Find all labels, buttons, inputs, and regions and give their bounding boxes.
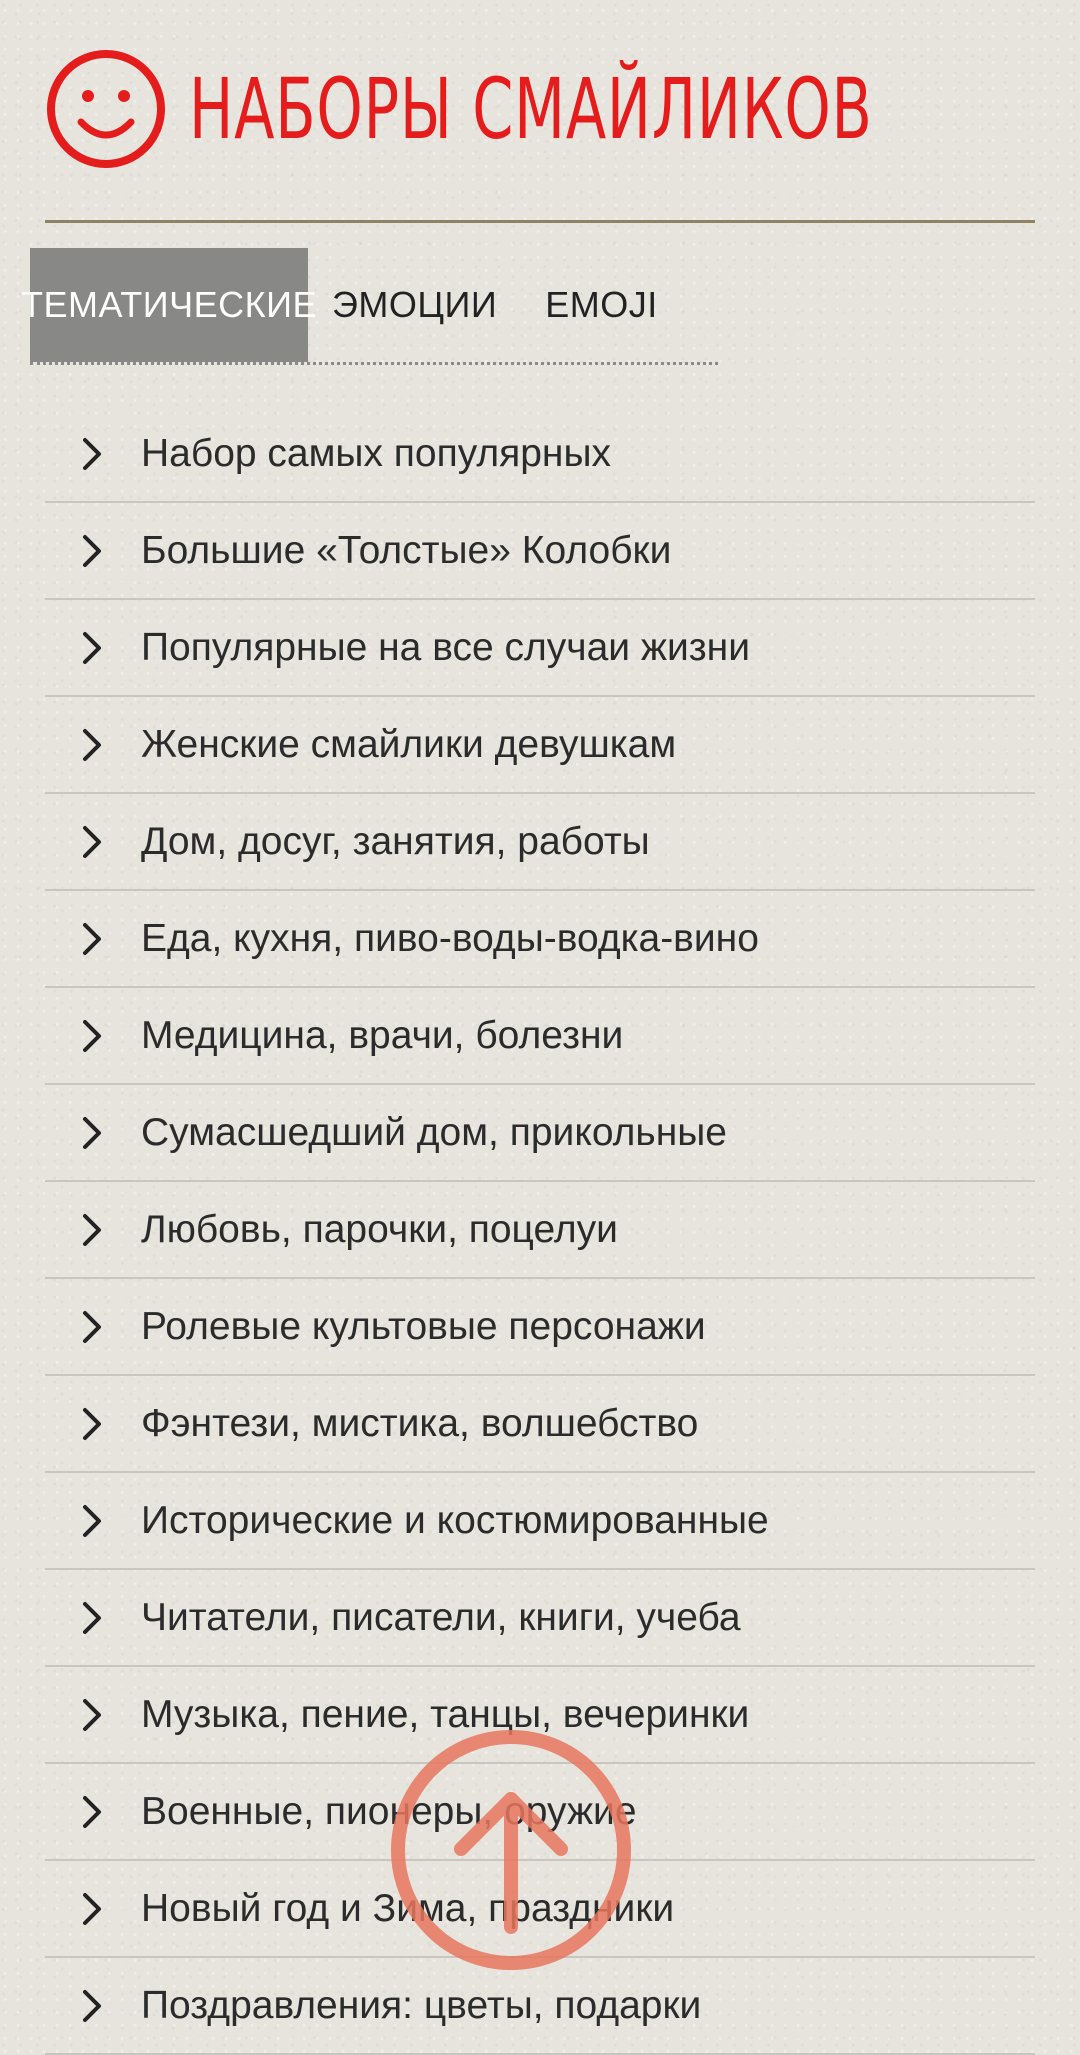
category-label: Набор самых популярных (141, 431, 611, 475)
scroll-to-top-button[interactable] (388, 1727, 634, 1973)
header-divider (45, 220, 1035, 223)
category-item[interactable] (45, 503, 1035, 600)
category-label: Новый год и Зима, праздники (141, 1886, 675, 1930)
smiley-face-icon[interactable] (45, 48, 167, 170)
category-label: Женские смайлики девушкам (141, 722, 677, 766)
chevron-right-icon (67, 725, 121, 765)
chevron-right-icon (67, 1598, 121, 1638)
chevron-right-icon (67, 1016, 121, 1056)
chevron-right-icon (67, 1307, 121, 1347)
category-label: Поздравления: цветы, подарки (141, 1983, 702, 2027)
chevron-right-icon (67, 531, 121, 571)
site-header (45, 48, 1035, 170)
arrow-up-icon (398, 1737, 624, 1963)
chevron-right-icon (67, 1404, 121, 1444)
category-label: Популярные на все случаи жизни (141, 625, 750, 669)
category-label: Фэнтези, мистика, волшебство (141, 1401, 699, 1445)
tab-thematic[interactable]: ТЕМАТИЧЕСКИЕ (30, 248, 308, 362)
chevron-right-icon (67, 628, 121, 668)
category-label: Медицина, врачи, болезни (141, 1013, 624, 1057)
chevron-right-icon (67, 1210, 121, 1250)
category-item[interactable] (45, 697, 1035, 794)
category-label: Читатели, писатели, книги, учеба (141, 1595, 741, 1639)
chevron-right-icon (67, 919, 121, 959)
category-label: Исторические и костюмированные (141, 1498, 769, 1542)
chevron-right-icon (67, 822, 121, 862)
chevron-right-icon (67, 1501, 121, 1541)
category-item[interactable] (45, 406, 1035, 503)
category-item[interactable] (45, 1570, 1035, 1667)
category-item[interactable] (45, 794, 1035, 891)
site-title[interactable]: НАБОРЫ СМАЙЛИКОВ (189, 60, 873, 158)
category-item[interactable] (45, 988, 1035, 1085)
category-item[interactable] (45, 1473, 1035, 1570)
chevron-right-icon (67, 1889, 121, 1929)
category-label: Еда, кухня, пиво-воды-водка-вино (141, 916, 759, 960)
chevron-right-icon (67, 1792, 121, 1832)
category-item[interactable] (45, 1182, 1035, 1279)
category-item[interactable] (45, 1279, 1035, 1376)
category-label: Музыка, пение, танцы, вечеринки (141, 1692, 750, 1736)
tab-emoji[interactable]: EMOJI (545, 284, 658, 325)
chevron-right-icon (67, 434, 121, 474)
category-label: Ролевые культовые персонажи (141, 1304, 706, 1348)
category-label: Сумасшедший дом, прикольные (141, 1110, 727, 1154)
category-item[interactable] (45, 600, 1035, 697)
chevron-right-icon (67, 1113, 121, 1153)
category-item[interactable] (45, 1376, 1035, 1473)
category-label: Любовь, парочки, поцелуи (141, 1207, 618, 1251)
tab-emotions[interactable]: ЭМОЦИИ (332, 284, 498, 325)
category-label: Большие «Толстые» Колобки (141, 528, 672, 572)
category-label: Военные, пионеры, оружие (141, 1789, 637, 1833)
category-label: Дом, досуг, занятия, работы (141, 819, 650, 863)
category-item[interactable] (45, 891, 1035, 988)
chevron-right-icon (67, 1695, 121, 1735)
category-item[interactable] (45, 1085, 1035, 1182)
chevron-right-icon (67, 1986, 121, 2026)
category-tabs (21, 248, 718, 365)
